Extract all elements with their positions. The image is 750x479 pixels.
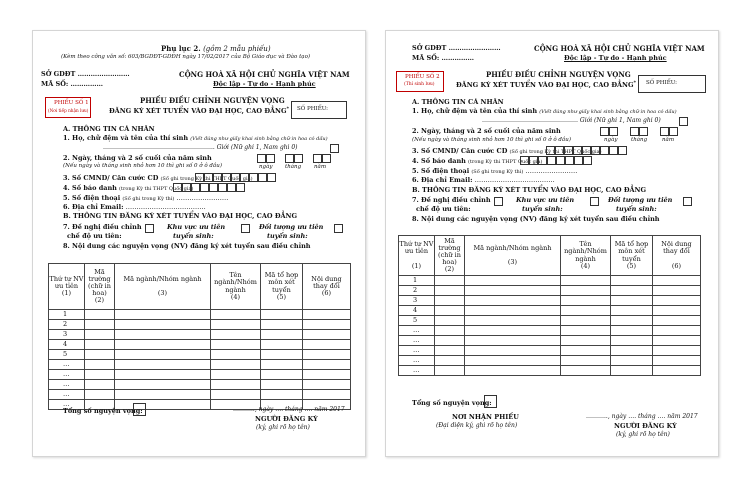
table-row-number: 5 xyxy=(399,316,435,326)
form-title-line1: PHIẾU ĐIỀU CHỈNH NGUYỆN VỌNG xyxy=(140,96,285,105)
table-cell[interactable] xyxy=(211,350,261,360)
table-row-number: … xyxy=(49,370,85,380)
candidate-number-box-1[interactable] xyxy=(520,156,529,165)
section-a-heading: A. THÔNG TIN CÁ NHÂN xyxy=(63,125,155,133)
receiver-title: NƠI NHẬN PHIẾU xyxy=(452,413,519,421)
table-cell[interactable] xyxy=(211,380,261,390)
table-cell[interactable] xyxy=(653,296,701,306)
candidate-number-box-8[interactable] xyxy=(236,183,245,192)
question-5: 5. Số điện thoại (Số ghi trong Kỳ thi) …………………… xyxy=(412,167,578,175)
table-cell[interactable] xyxy=(303,310,351,320)
table-cell[interactable] xyxy=(653,346,701,356)
table-row-number: 2 xyxy=(49,320,85,330)
candidate-number-box-4[interactable] xyxy=(547,156,556,165)
table-cell[interactable] xyxy=(211,330,261,340)
slip-number-label: SỐ PHIẾU: xyxy=(297,106,329,112)
table-cell[interactable] xyxy=(561,366,611,376)
table-cell[interactable] xyxy=(435,296,465,306)
table-cell[interactable] xyxy=(211,320,261,330)
table-row-number: 3 xyxy=(399,296,435,306)
header-change-content: Nội dung thay đổi (6) xyxy=(653,236,701,276)
id-box-5[interactable] xyxy=(582,146,591,155)
sign-date: ……….., ngày …. tháng …. năm 2017 xyxy=(586,413,698,420)
header-subject-combo: Mã tổ hợp môn xét tuyển (5) xyxy=(261,264,303,310)
table-cell[interactable] xyxy=(115,310,211,320)
header-change-content: Nội dung thay đổi (6) xyxy=(303,264,351,310)
table-cell[interactable] xyxy=(85,340,115,350)
slip-number-label: SỐ PHIẾU: xyxy=(646,80,678,86)
table-cell[interactable] xyxy=(611,366,653,376)
table-cell[interactable] xyxy=(653,326,701,336)
dept-line: SỞ GDĐT …………………… xyxy=(41,70,130,78)
id-box-7[interactable] xyxy=(600,146,609,155)
birth-month-box-2[interactable] xyxy=(639,127,648,136)
table-cell[interactable] xyxy=(561,306,611,316)
table-cell[interactable] xyxy=(435,306,465,316)
priority-area-box[interactable] xyxy=(241,224,250,233)
total-wishes-label: Tổng số nguyện vọng: xyxy=(63,407,143,415)
table-cell[interactable] xyxy=(561,336,611,346)
priority-area-box[interactable] xyxy=(590,197,599,206)
table-cell[interactable] xyxy=(611,306,653,316)
candidate-number-box-8[interactable] xyxy=(583,156,592,165)
table-cell[interactable] xyxy=(653,316,701,326)
table-cell[interactable] xyxy=(465,356,561,366)
id-box-2[interactable] xyxy=(555,146,564,155)
candidate-number-box-3[interactable] xyxy=(191,183,200,192)
birth-day-box-2[interactable] xyxy=(266,154,275,163)
month-label: tháng xyxy=(285,164,302,170)
form-number-note: (Thí sinh lưu) xyxy=(404,82,435,87)
header-priority-order: Thứ tự NV ưu tiên (1) xyxy=(49,264,85,310)
table-cell[interactable] xyxy=(115,350,211,360)
sign-date: ……….., ngày …. tháng …. năm 2017 xyxy=(233,406,345,413)
table-row-number: … xyxy=(49,390,85,400)
question-5: 5. Số điện thoại (Số ghi trong Kỳ thi) …………………… xyxy=(63,194,229,202)
table-cell[interactable] xyxy=(653,286,701,296)
table-row-number: 3 xyxy=(49,330,85,340)
day-label: ngày xyxy=(259,164,273,170)
table-cell[interactable] xyxy=(115,380,211,390)
signer-title: NGƯỜI ĐĂNG KÝ xyxy=(255,415,318,423)
table-cell[interactable] xyxy=(115,330,211,340)
id-box-6[interactable] xyxy=(240,173,249,182)
dept-line: SỞ GDĐT …………………… xyxy=(412,44,501,52)
candidate-number-box-4[interactable] xyxy=(200,183,209,192)
table-cell[interactable] xyxy=(561,326,611,336)
header-school-code: Mã trường (chữ in hoa) (2) xyxy=(435,236,465,276)
priority-object-label: Đối tượng ưu tiên xyxy=(608,196,673,204)
table-row-number: 5 xyxy=(49,350,85,360)
year-label: năm xyxy=(662,137,675,143)
table-cell[interactable] xyxy=(611,276,653,286)
form-number-box xyxy=(396,71,444,92)
table-row-number: … xyxy=(399,366,435,376)
slip-number-box[interactable] xyxy=(291,101,347,119)
id-box-3[interactable] xyxy=(564,146,573,155)
form-sheet-1 xyxy=(32,30,366,457)
table-cell[interactable] xyxy=(261,330,303,340)
table-header-row xyxy=(399,236,701,276)
form-number: PHIẾU SỐ 1 xyxy=(54,100,89,106)
birth-month-box-1[interactable] xyxy=(630,127,639,136)
table-cell[interactable] xyxy=(465,286,561,296)
form-title-line1: PHIẾU ĐIỀU CHỈNH NGUYỆN VỌNG xyxy=(486,70,631,79)
table-cell[interactable] xyxy=(85,380,115,390)
question-4: 4. Số báo danh (trong Kỳ thi THPT Quốc gia) xyxy=(412,157,543,165)
code-line: MÃ SỐ: …………… xyxy=(41,80,104,88)
id-box-9[interactable] xyxy=(618,146,627,155)
table-cell[interactable] xyxy=(435,326,465,336)
table-cell[interactable] xyxy=(261,360,303,370)
table-row-number: 2 xyxy=(399,286,435,296)
priority-area-label: Khu vực ưu tiên xyxy=(516,196,575,204)
table-cell[interactable] xyxy=(261,370,303,380)
table-cell[interactable] xyxy=(653,276,701,286)
wishes-table xyxy=(398,235,701,376)
table-cell[interactable] xyxy=(611,326,653,336)
table-row-number: … xyxy=(399,346,435,356)
table-cell[interactable] xyxy=(303,380,351,390)
appendix-note: (Kèm theo công văn số: 603/BGDĐT-GDĐH ngày 17/02/2017 của Bộ Giáo dục và Đào tạo) xyxy=(61,54,311,60)
table-cell[interactable] xyxy=(435,336,465,346)
table-cell[interactable] xyxy=(435,286,465,296)
table-cell[interactable] xyxy=(611,286,653,296)
table-cell[interactable] xyxy=(611,316,653,326)
table-row-number: 1 xyxy=(399,276,435,286)
table-cell[interactable] xyxy=(465,326,561,336)
id-box-9[interactable] xyxy=(267,173,276,182)
birth-month-box-1[interactable] xyxy=(285,154,294,163)
table-cell[interactable] xyxy=(435,366,465,376)
table-cell[interactable] xyxy=(561,316,611,326)
table-row-number: … xyxy=(399,326,435,336)
candidate-number-box-3[interactable] xyxy=(538,156,547,165)
table-cell[interactable] xyxy=(115,320,211,330)
table-cell[interactable] xyxy=(611,346,653,356)
id-box-3[interactable] xyxy=(213,173,222,182)
id-box-4[interactable] xyxy=(573,146,582,155)
question-2-note: (Nếu ngày và tháng sinh nhỏ hơn 10 thì ghi số 0 ở ô đầu) xyxy=(412,137,571,143)
header-priority-order: Thứ tự NV ưu tiên (1) xyxy=(399,236,435,276)
candidate-number-box-2[interactable] xyxy=(529,156,538,165)
total-wishes-box[interactable] xyxy=(484,395,497,408)
nation-title: CỘNG HOÀ XÃ HỘI CHỦ NGHĨA VIỆT NAM xyxy=(179,70,350,79)
id-box-8[interactable] xyxy=(258,173,267,182)
candidate-number-box-5[interactable] xyxy=(209,183,218,192)
id-box-1[interactable] xyxy=(546,146,555,155)
priority-object-label-2: tuyển sinh: xyxy=(267,232,308,240)
birth-day-box-1[interactable] xyxy=(257,154,266,163)
table-cell[interactable] xyxy=(261,340,303,350)
total-wishes-box[interactable] xyxy=(133,403,146,416)
birth-day-box-2[interactable] xyxy=(609,127,618,136)
table-cell[interactable] xyxy=(653,306,701,316)
question-8: 8. Nội dung các nguyện vọng (NV) đăng ký xét tuyển sau điều chỉnh xyxy=(412,215,660,223)
table-cell[interactable] xyxy=(85,350,115,360)
form-sheet-2 xyxy=(385,30,719,457)
table-cell[interactable] xyxy=(435,346,465,356)
table-cell[interactable] xyxy=(303,330,351,340)
table-cell[interactable] xyxy=(85,320,115,330)
table-row-number: 1 xyxy=(49,310,85,320)
table-cell[interactable] xyxy=(211,360,261,370)
form-number: PHIẾU SỐ 2 xyxy=(405,74,440,80)
question-7-line2: chế độ ưu tiên: xyxy=(416,205,471,213)
question-8: 8. Nội dung các nguyện vọng (NV) đăng ký xét tuyển sau điều chỉnh xyxy=(63,242,311,250)
month-label: tháng xyxy=(631,137,648,143)
priority-adjust-box[interactable] xyxy=(494,197,503,206)
id-box-2[interactable] xyxy=(204,173,213,182)
birth-month-box-2[interactable] xyxy=(294,154,303,163)
priority-object-box[interactable] xyxy=(334,224,343,233)
table-cell[interactable] xyxy=(85,360,115,370)
table-cell[interactable] xyxy=(211,390,261,400)
table-row-number: 4 xyxy=(399,306,435,316)
question-7-line2: chế độ ưu tiên: xyxy=(67,232,122,240)
table-cell[interactable] xyxy=(115,370,211,380)
question-3: 3. Số CMND/ Căn cước CD (Số ghi trong Kỳ thi THPT Quốc gia) xyxy=(63,174,253,182)
question-2: 2. Ngày, tháng và 2 số cuối của năm sinh xyxy=(63,154,212,162)
table-cell[interactable] xyxy=(465,336,561,346)
table-cell[interactable] xyxy=(611,356,653,366)
table-cell[interactable] xyxy=(465,366,561,376)
header-major-code: Mã ngành/Nhóm ngành (3) xyxy=(115,264,211,310)
nation-motto: Độc lập - Tự do - Hạnh phúc xyxy=(564,54,667,62)
table-cell[interactable] xyxy=(465,346,561,356)
table-cell[interactable] xyxy=(303,320,351,330)
form-number-box xyxy=(45,97,91,118)
priority-area-label: Khu vực ưu tiên xyxy=(167,223,226,231)
birth-year-box-2[interactable] xyxy=(322,154,331,163)
header-major-code: Mã ngành/Nhóm ngành (3) xyxy=(465,236,561,276)
gender-box[interactable] xyxy=(679,117,688,126)
gender-line: ……………………………………………….. Giới (Nữ ghi 1, Nam ghi 0) xyxy=(103,144,298,151)
signer-note: (ký, ghi rõ họ tên) xyxy=(616,431,670,438)
table-row-number: … xyxy=(49,360,85,370)
table-cell[interactable] xyxy=(611,296,653,306)
priority-object-box[interactable] xyxy=(683,197,692,206)
table-cell[interactable] xyxy=(261,320,303,330)
table-row-number: … xyxy=(399,356,435,366)
code-line: MÃ SỐ: …………… xyxy=(412,54,475,62)
table-cell[interactable] xyxy=(653,336,701,346)
section-a-heading: A. THÔNG TIN CÁ NHÂN xyxy=(412,98,504,106)
table-cell[interactable] xyxy=(611,336,653,346)
header-major-name: Tên ngành/Nhóm ngành (4) xyxy=(561,236,611,276)
table-cell[interactable] xyxy=(85,390,115,400)
candidate-number-box-7[interactable] xyxy=(227,183,236,192)
table-cell[interactable] xyxy=(303,350,351,360)
header-major-name: Tên ngành/Nhóm ngành (4) xyxy=(211,264,261,310)
table-cell[interactable] xyxy=(211,310,261,320)
question-2: 2. Ngày, tháng và 2 số cuối của năm sinh xyxy=(412,127,561,135)
receiver-note: (Đại diện ký, ghi rõ họ tên) xyxy=(436,422,518,429)
priority-area-label-2: tuyển sinh: xyxy=(522,205,563,213)
priority-adjust-box[interactable] xyxy=(145,224,154,233)
birth-year-box-2[interactable] xyxy=(669,127,678,136)
id-box-1[interactable] xyxy=(195,173,204,182)
total-wishes-label: Tổng số nguyện vọng: xyxy=(412,399,492,407)
candidate-number-box-7[interactable] xyxy=(574,156,583,165)
table-cell[interactable] xyxy=(85,310,115,320)
gender-line: ………………………………………… Giới (Nữ ghi 1, Nam ghi 0) xyxy=(482,117,661,124)
table-cell[interactable] xyxy=(85,370,115,380)
table-cell[interactable] xyxy=(435,356,465,366)
table-cell[interactable] xyxy=(303,390,351,400)
table-cell[interactable] xyxy=(653,356,701,366)
header-school-code: Mã trường (chữ in hoa) (2) xyxy=(85,264,115,310)
question-7: 7. Đề nghị điều chỉnh xyxy=(412,196,491,204)
candidate-number-box-5[interactable] xyxy=(556,156,565,165)
question-6: 6. Địa chỉ Email: ………………………………. xyxy=(63,203,206,211)
table-row-number: … xyxy=(399,336,435,346)
priority-area-label-2: tuyển sinh: xyxy=(173,232,214,240)
table-cell[interactable] xyxy=(115,360,211,370)
table-row-number: … xyxy=(49,400,85,410)
table-header-row xyxy=(49,264,351,310)
form-title-line2: ĐĂNG KÝ XÉT TUYỂN VÀO ĐẠI HỌC, CAO ĐẲNG* xyxy=(109,106,290,116)
question-1: 1. Họ, chữ đệm và tên của thí sinh (Viết đúng như giấy khai sinh bằng chữ in hoa có dấu) xyxy=(412,107,677,115)
section-b-heading: B. THÔNG TIN ĐĂNG KÝ XÉT TUYỂN VÀO ĐẠI HỌC, CAO ĐẲNG xyxy=(63,212,298,220)
nation-title: CỘNG HOÀ XÃ HỘI CHỦ NGHĨA VIỆT NAM xyxy=(534,44,705,53)
id-box-5[interactable] xyxy=(231,173,240,182)
id-box-7[interactable] xyxy=(249,173,258,182)
question-2-note: (Nếu ngày và tháng sinh nhỏ hơn 10 thì ghi số 0 ở ô đầu) xyxy=(63,163,222,169)
table-cell[interactable] xyxy=(115,390,211,400)
priority-object-label-2: tuyển sinh: xyxy=(616,205,657,213)
appendix-title: Phụ lục 2. (gồm 2 mẫu phiếu) xyxy=(161,44,271,53)
table-cell[interactable] xyxy=(85,330,115,340)
question-4: 4. Số báo danh (trong Kỳ thi THPT Quốc gia) xyxy=(63,184,194,192)
id-box-8[interactable] xyxy=(609,146,618,155)
table-cell[interactable] xyxy=(561,296,611,306)
table-cell[interactable] xyxy=(303,360,351,370)
gender-box[interactable] xyxy=(330,144,339,153)
table-cell[interactable] xyxy=(465,316,561,326)
nation-motto: Độc lập - Tự do - Hạnh phúc xyxy=(213,80,316,88)
table-cell[interactable] xyxy=(561,356,611,366)
table-cell[interactable] xyxy=(303,340,351,350)
table-cell[interactable] xyxy=(211,370,261,380)
wishes-table xyxy=(48,263,351,410)
question-7: 7. Đề nghị điều chỉnh xyxy=(63,223,142,231)
slip-number-box[interactable] xyxy=(638,75,706,93)
day-label: ngày xyxy=(604,137,618,143)
table-cell[interactable] xyxy=(261,390,303,400)
year-label: năm xyxy=(314,164,327,170)
table-cell[interactable] xyxy=(261,380,303,390)
table-cell[interactable] xyxy=(561,286,611,296)
table-cell[interactable] xyxy=(261,350,303,360)
table-row-number: 4 xyxy=(49,340,85,350)
id-box-4[interactable] xyxy=(222,173,231,182)
table-cell[interactable] xyxy=(465,276,561,286)
birth-day-box-1[interactable] xyxy=(600,127,609,136)
birth-year-box-1[interactable] xyxy=(660,127,669,136)
question-3: 3. Số CMND/ Căn cước CD (Số ghi trong Kỳ thi THPT Quốc gia) xyxy=(412,147,602,155)
table-cell[interactable] xyxy=(303,370,351,380)
table-cell[interactable] xyxy=(465,296,561,306)
priority-object-label: Đối tượng ưu tiên xyxy=(259,223,324,231)
table-cell[interactable] xyxy=(211,340,261,350)
table-cell[interactable] xyxy=(435,276,465,286)
question-6: 6. Địa chỉ Email: ………………………………. xyxy=(412,176,555,184)
table-cell[interactable] xyxy=(653,366,701,376)
table-cell[interactable] xyxy=(561,346,611,356)
signer-note: (ký, ghi rõ họ tên) xyxy=(256,424,310,431)
candidate-number-box-6[interactable] xyxy=(218,183,227,192)
table-row-number: … xyxy=(49,380,85,390)
question-1: 1. Họ, chữ đệm và tên của thí sinh (Viết đúng như giấy khai sinh bằng chữ in hoa có dấu) xyxy=(63,134,328,142)
table-cell[interactable] xyxy=(115,340,211,350)
form-number-note: (Nơi tiếp nhận lưu) xyxy=(48,108,89,113)
candidate-number-box-1[interactable] xyxy=(173,183,182,192)
table-cell[interactable] xyxy=(435,316,465,326)
table-cell[interactable] xyxy=(561,276,611,286)
signer-title: NGƯỜI ĐĂNG KÝ xyxy=(614,422,677,430)
form-title-line2: ĐĂNG KÝ XÉT TUYỂN VÀO ĐẠI HỌC, CAO ĐẲNG* xyxy=(456,80,637,90)
table-cell[interactable] xyxy=(261,310,303,320)
birth-year-box-1[interactable] xyxy=(313,154,322,163)
table-cell[interactable] xyxy=(465,306,561,316)
candidate-number-box-2[interactable] xyxy=(182,183,191,192)
header-subject-combo: Mã tổ hợp môn xét tuyển (5) xyxy=(611,236,653,276)
section-b-heading: B. THÔNG TIN ĐĂNG KÝ XÉT TUYỂN VÀO ĐẠI HỌC, CAO ĐẲNG xyxy=(412,186,647,194)
id-box-6[interactable] xyxy=(591,146,600,155)
candidate-number-box-6[interactable] xyxy=(565,156,574,165)
